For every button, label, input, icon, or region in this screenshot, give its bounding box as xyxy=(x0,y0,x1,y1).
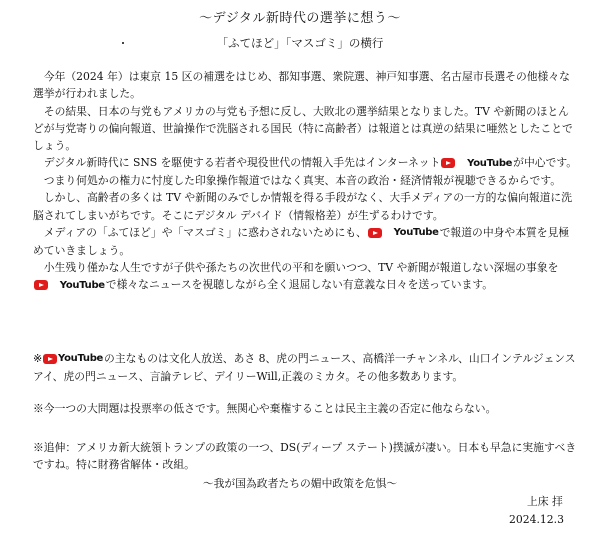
document-date: 2024.12.3 xyxy=(509,513,564,526)
youtube-logo-icon xyxy=(441,155,512,172)
text-run: の主なものは文化人放送、あさ 8、虎の門ニュース、高橋洋一チャンネル、山口インテルジェンスアイ、虎の門ニュース、言論テレビ、デイリーWill,正義のミカタ。その他多数あります。 xyxy=(33,352,576,383)
play-button-icon xyxy=(368,228,382,238)
author-name: 上床 拝 xyxy=(527,495,563,508)
paragraph xyxy=(33,224,578,259)
paragraph xyxy=(33,189,578,224)
speck-mark xyxy=(122,42,124,44)
body-text xyxy=(33,68,578,294)
paragraph xyxy=(33,103,578,155)
text-run: メディアの「ふてほど」や「マスゴミ」に惑わされないためにも、 xyxy=(43,226,367,240)
text-run: その結果、日本の与党もアメリカの与党も予想に反し、大敗北の選挙結果となりました。TV や新聞のほとんどが与党寄りの偏向報道、世論操作で洗脳される国民（特に高齢者）は報道とは真逆の結果に唖然としたことでしょう。 xyxy=(33,104,573,153)
text-run: 小生残り僅かな人生ですが子供や孫たちの次世代の平和を願いつつ、TV や新聞が報道しない深堀の事象を xyxy=(43,260,559,274)
youtube-logo-icon xyxy=(368,224,439,241)
text-run: で報道の中身や本質を見極めていきましょう。 xyxy=(33,226,570,257)
note-turnout xyxy=(33,400,578,417)
youtube-logo-icon xyxy=(34,277,105,294)
youtube-wordmark: YouTube xyxy=(467,157,513,169)
paragraph xyxy=(33,68,578,103)
document-title: ～デジタル新時代の選挙に想う～ xyxy=(199,11,401,26)
play-button-icon xyxy=(43,354,57,364)
paragraph xyxy=(33,154,578,172)
paragraph xyxy=(33,172,578,189)
note-text xyxy=(33,400,578,417)
play-button-icon xyxy=(34,280,48,290)
note-postscript xyxy=(33,439,578,474)
youtube-logo-icon xyxy=(43,350,103,367)
note-text xyxy=(33,439,578,474)
text-run: ※追伸：アメリカ新大統領トランプの政策の一つ、DS(ディープ ステート)撲滅が凄い。日本も早急に実施すべきですね。特に財務省解体・改組。 xyxy=(33,441,577,472)
text-run: 今年（2024 年）は東京 15 区の補選をはじめ、都知事選、衆院選、神戸知事選、名古屋市長選その他様々な選挙が行われました。 xyxy=(33,70,570,101)
note-text xyxy=(33,350,578,385)
paragraph xyxy=(33,259,578,294)
play-button-icon xyxy=(441,158,455,168)
closing-line: ～我が国為政者たちの媚中政策を危惧～ xyxy=(202,477,398,490)
text-run: しかし、高齢者の多くは TV や新聞のみでしか情報を得る手段がなく、大手メディアの一方的な偏向報道に洗脳されてしまいがちです。そこにデジタル デバイド（情報格差）が生ずるわけです。 xyxy=(33,191,573,222)
document-subtitle: 「ふてほど」「マスゴミ」の横行 xyxy=(216,36,384,50)
text-run: つまり何処かの権力に忖度した印象操作報道ではなく真実、本音の政治・経済情報が視聴できるからです。 xyxy=(43,174,562,188)
note-channels xyxy=(33,350,578,385)
text-run: で様々なニュースを視聴しながら全く退屈しない有意義な日々を送っています。 xyxy=(105,278,494,292)
youtube-wordmark: YouTube xyxy=(59,279,105,291)
youtube-wordmark: YouTube xyxy=(393,227,439,239)
youtube-wordmark: YouTube xyxy=(58,353,104,365)
text-run: ※ xyxy=(33,352,43,365)
text-run: デジタル新時代に SNS を駆使する若者や現役世代の情報入手先はインターネット xyxy=(43,156,441,170)
text-run: が中心です。 xyxy=(513,156,578,170)
text-run: ※今一つの大問題は投票率の低さです。無関心や棄権することは民主主義の否定に他ならない。 xyxy=(33,402,497,415)
